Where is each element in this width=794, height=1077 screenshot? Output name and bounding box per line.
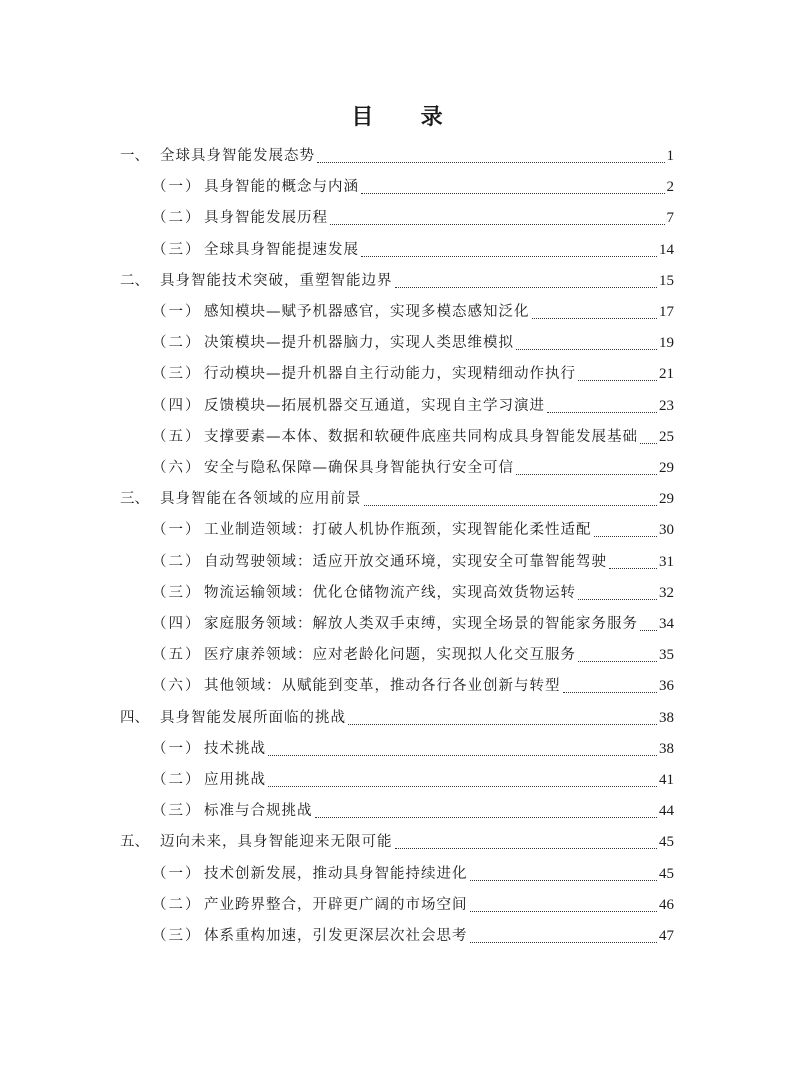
toc-entry-title: 具身智能发展历程 [204, 210, 328, 227]
toc-section-entry[interactable] [0, 363, 794, 385]
toc-entry-number: （四） [152, 616, 202, 632]
toc-section-entry[interactable] [0, 675, 794, 697]
toc-page-number: 38 [659, 709, 674, 726]
toc-page-number: 25 [659, 428, 674, 445]
toc-section-entry[interactable] [0, 207, 794, 229]
toc-dot-leader [470, 889, 658, 912]
toc-page-number: 41 [659, 772, 674, 788]
toc-section-entry[interactable] [0, 894, 794, 916]
toc-chapter-entry[interactable] [0, 488, 794, 510]
page-title: 目 录 [351, 105, 463, 130]
toc-page-number: 47 [659, 928, 674, 944]
toc-section-entry[interactable] [0, 301, 794, 323]
toc-dot-leader [470, 858, 658, 881]
toc-page-number: 15 [659, 272, 674, 289]
toc-page-number: 36 [659, 678, 674, 695]
toc-entry-title: 工业制造领域：打破人机协作瓶颈，实现智能化柔性适配 [204, 522, 592, 539]
toc-entry-title: 全球具身智能提速发展 [204, 241, 359, 258]
toc-entry-number: （一） [152, 304, 202, 320]
toc-entry-title: 产业跨界整合，开辟更广阔的市场空间 [204, 896, 468, 913]
toc-entry-number: （二） [152, 553, 202, 570]
toc-page-number: 34 [659, 616, 674, 632]
toc-page-number: 1 [666, 148, 674, 164]
toc-page-number: 21 [659, 366, 674, 383]
toc-dot-leader [516, 452, 657, 475]
toc-section-entry[interactable] [0, 613, 794, 635]
toc-entry-number: （三） [152, 928, 202, 944]
toc-section-entry[interactable] [0, 551, 794, 573]
toc-dot-leader [330, 202, 665, 225]
toc-dot-leader [361, 234, 657, 257]
toc-entry-title: 具身智能发展所面临的挑战 [160, 709, 346, 726]
toc-entry-title: 支撑要素—本体、数据和软硬件底座共同构成具身智能发展基础 [204, 428, 638, 445]
toc-entry-title: 应用挑战 [204, 772, 266, 788]
toc-dot-leader [578, 639, 657, 662]
toc-page-number: 19 [659, 335, 674, 352]
toc-dot-leader [640, 421, 657, 444]
toc-entry-number: （五） [152, 428, 202, 445]
toc-entry-title: 具身智能在各领域的应用前景 [160, 491, 362, 508]
toc-page-number: 7 [666, 210, 674, 227]
toc-entry-number: （六） [152, 460, 202, 476]
toc-page-number: 45 [659, 834, 674, 851]
toc-entry-number: （四） [152, 397, 202, 414]
toc-entry-number: （二） [152, 772, 202, 788]
toc-dot-leader [640, 608, 657, 631]
toc-page-number: 29 [659, 491, 674, 508]
toc-entry-number: （二） [152, 335, 202, 352]
toc-page-number: 17 [659, 304, 674, 320]
toc-entry-title: 反馈模块—拓展机器交互通道，实现自主学习演进 [204, 397, 545, 414]
toc-entry-number: 三、 [120, 491, 149, 508]
toc-entry-title: 感知模块—赋予机器感官，实现多模态感知泛化 [204, 304, 530, 320]
toc-page-number: 31 [659, 553, 674, 570]
toc-dot-leader [395, 265, 658, 288]
toc-page-number: 30 [659, 522, 674, 539]
toc-section-entry[interactable] [0, 738, 794, 760]
toc-entry-number: （二） [152, 210, 202, 227]
toc-entry-number: （五） [152, 647, 202, 664]
toc-dot-leader [348, 702, 657, 725]
toc-dot-leader [268, 733, 657, 756]
toc-entry-number: （六） [152, 678, 202, 695]
toc-dot-leader [594, 514, 658, 537]
toc-entry-number: 五、 [120, 834, 149, 851]
toc-section-entry[interactable] [0, 426, 794, 448]
toc-entry-number: （三） [152, 803, 202, 820]
toc-entry-title: 标准与合规挑战 [204, 803, 313, 820]
toc-page-number: 35 [659, 647, 674, 664]
toc-dot-leader [395, 826, 658, 849]
toc-entry-number: （三） [152, 241, 202, 258]
toc-dot-leader [315, 795, 658, 818]
toc-entry-number: （一） [152, 865, 202, 882]
toc-entry-number: 一、 [120, 148, 149, 164]
toc-section-entry[interactable] [0, 332, 794, 354]
toc-dot-leader [361, 171, 665, 194]
toc-dot-leader [563, 670, 658, 693]
toc-section-entry[interactable] [0, 769, 794, 791]
toc-entry-number: （三） [152, 584, 202, 601]
toc-entry-title: 行动模块—提升机器自主行动能力，实现精细动作执行 [204, 366, 576, 383]
toc-page-number: 23 [659, 397, 674, 414]
toc-page-number: 44 [659, 803, 674, 820]
toc-section-entry[interactable] [0, 800, 794, 822]
toc-entry-title: 决策模块—提升机器脑力，实现人类思维模拟 [204, 335, 514, 352]
toc-section-entry[interactable] [0, 395, 794, 417]
toc-entry-title: 物流运输领域：优化仓储物流产线，实现高效货物运转 [204, 584, 576, 601]
toc-page-number: 32 [659, 584, 674, 601]
toc-page-number: 38 [659, 740, 674, 757]
toc-entry-title: 技术创新发展，推动具身智能持续进化 [204, 865, 468, 882]
toc-entry-title: 安全与隐私保障—确保具身智能执行安全可信 [204, 460, 514, 476]
toc-dot-leader [578, 577, 657, 600]
toc-section-entry[interactable] [0, 239, 794, 261]
toc-entry-title: 医疗康养领域：应对老龄化问题，实现拟人化交互服务 [204, 647, 576, 664]
toc-entry-title: 技术挑战 [204, 740, 266, 757]
toc-page-number: 29 [659, 460, 674, 476]
toc-entry-number: 四、 [120, 709, 149, 726]
toc-section-entry[interactable] [0, 582, 794, 604]
toc-dot-leader [532, 296, 658, 319]
toc-entry-title: 体系重构加速，引发更深层次社会思考 [204, 928, 468, 944]
toc-entry-number: （三） [152, 366, 202, 383]
toc-section-entry[interactable] [0, 925, 794, 947]
toc-section-entry[interactable] [0, 519, 794, 541]
toc-section-entry[interactable] [0, 457, 794, 479]
toc-dot-leader [364, 483, 658, 506]
toc-entry-number: （一） [152, 740, 202, 757]
toc-entry-title: 迈向未来，具身智能迎来无限可能 [160, 834, 393, 851]
toc-entry-title: 家庭服务领域：解放人类双手束缚，实现全场景的智能家务服务 [204, 616, 638, 632]
toc-page-number: 46 [659, 896, 674, 913]
toc-entry-title: 具身智能的概念与内涵 [204, 179, 359, 196]
toc-entry-title: 全球具身智能发展态势 [160, 148, 315, 164]
toc-section-entry[interactable] [0, 644, 794, 666]
toc-entry-number: （二） [152, 896, 202, 913]
toc-dot-leader [578, 358, 657, 381]
toc-dot-leader [609, 546, 657, 569]
toc-chapter-entry[interactable] [0, 145, 794, 167]
toc-page-number: 14 [659, 241, 674, 258]
toc-dot-leader [547, 390, 657, 413]
toc-entry-number: （一） [152, 179, 202, 196]
toc-chapter-entry[interactable] [0, 831, 794, 853]
toc-section-entry[interactable] [0, 863, 794, 885]
toc-dot-leader [516, 327, 657, 350]
toc-chapter-entry[interactable] [0, 270, 794, 292]
toc-entry-title: 自动驾驶领域：适应开放交通环境，实现安全可靠智能驾驶 [204, 553, 607, 570]
toc-dot-leader [317, 140, 665, 163]
toc-section-entry[interactable] [0, 176, 794, 198]
toc-chapter-entry[interactable] [0, 707, 794, 729]
toc-dot-leader [470, 920, 658, 943]
toc-entry-number: （一） [152, 522, 202, 539]
toc-page-number: 2 [666, 179, 674, 196]
toc-dot-leader [268, 764, 657, 787]
toc-page-number: 45 [659, 865, 674, 882]
toc-entry-title: 具身智能技术突破，重塑智能边界 [160, 272, 393, 289]
toc-entry-number: 二、 [120, 272, 149, 289]
toc-entry-title: 其他领域：从赋能到变革，推动各行各业创新与转型 [204, 678, 561, 695]
